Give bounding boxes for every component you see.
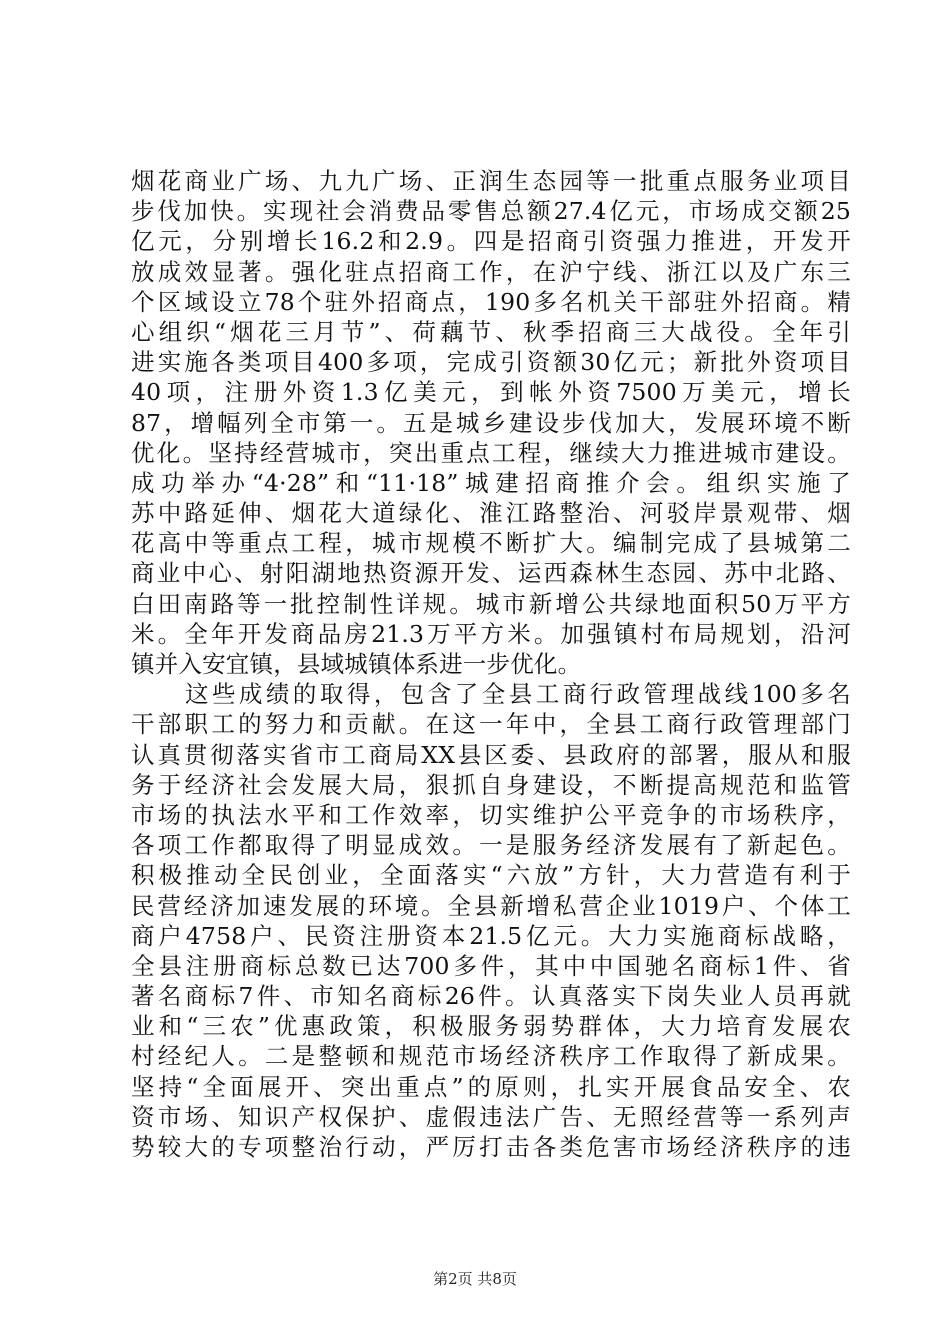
text-line: 市场的执法水平和工作效率，切实维护公平竞争的市场秩序， <box>131 800 851 829</box>
text-line-paragraph-end: 镇并入安宜镇，县域城镇体系进一步优化。 <box>131 650 582 678</box>
text-line: 商业中心、射阳湖地热资源开发、运西森林生态园、苏中北路、 <box>131 559 851 588</box>
text-line: 米。全年开发商品房21.3万平方米。加强镇村布局规划，沿河 <box>131 619 851 648</box>
text-line: 亿元，分别增长16.2和2.9。四是招商引资强力推进，开发开 <box>131 227 851 256</box>
text-line: 资市场、知识产权保护、虚假违法广告、无照经营等一系列声 <box>131 1102 851 1131</box>
text-line-paragraph-start: 这些成绩的取得，包含了全县工商行政管理战线100多名 <box>131 680 851 709</box>
text-line: 进实施各类项目400多项，完成引资额30亿元；新批外资项目 <box>131 348 851 377</box>
text-line: 心组织“烟花三月节”、荷藕节、秋季招商三大战役。全年引 <box>131 317 851 346</box>
text-line: 个区域设立78个驻外招商点，190多名机关干部驻外招商。精 <box>131 287 851 316</box>
text-line: 各项工作都取得了明显成效。一是服务经济发展有了新起色。 <box>131 831 851 860</box>
text-line: 势较大的专项整治行动，严厉打击各类危害市场经济秩序的违 <box>131 1133 851 1161</box>
text-line: 村经纪人。二是整顿和规范市场经济秩序工作取得了新成果。 <box>131 1042 851 1071</box>
text-line: 成功举办“4·28”和“11·18”城建招商推介会。组织实施了 <box>131 468 851 497</box>
text-line: 87，增幅列全市第一。五是城乡建设步伐加大，发展环境不断 <box>131 408 851 437</box>
text-line: 苏中路延伸、烟花大道绿化、淮江路整治、河驳岸景观带、烟 <box>131 499 851 528</box>
text-line: 商户4758户、民资注册资本21.5亿元。大力实施商标战略， <box>131 921 851 950</box>
text-line: 认真贯彻落实省市工商局XX县区委、县政府的部署，服从和服 <box>131 740 851 769</box>
text-line: 坚持“全面展开、突出重点”的原则，扎实开展食品安全、农 <box>131 1072 851 1101</box>
text-line: 花高中等重点工程，城市规模不断扩大。编制完成了县城第二 <box>131 529 851 558</box>
text-line: 步伐加快。实现社会消费品零售总额27.4亿元，市场成交额25 <box>131 197 851 226</box>
text-line: 优化。坚持经营城市，突出重点工程，继续大力推进城市建设。 <box>131 438 851 467</box>
text-line: 积极推动全民创业，全面落实“六放”方针，大力营造有利于 <box>131 861 851 890</box>
text-line: 放成效显著。强化驻点招商工作，在沪宁线、浙江以及广东三 <box>131 257 851 286</box>
text-line: 业和“三农”优惠政策，积极服务弱势群体，大力培育发展农 <box>131 1012 851 1041</box>
text-line: 烟花商业广场、九九广场、正润生态园等一批重点服务业项目 <box>131 167 851 195</box>
text-line: 著名商标7件、市知名商标26件。认真落实下岗失业人员再就 <box>131 982 851 1011</box>
document-body <box>131 166 851 1162</box>
page-number-footer: 第2页 共8页 <box>433 1270 517 1288</box>
text-line: 全县注册商标总数已达700多件，其中中国驰名商标1件、省 <box>131 951 851 980</box>
text-line: 民营经济加速发展的环境。全县新增私营企业1019户、个体工 <box>131 891 851 920</box>
text-line: 务于经济社会发展大局，狠抓自身建设，不断提高规范和监管 <box>131 770 851 799</box>
text-line: 40项，注册外资1.3亿美元，到帐外资7500万美元，增长 <box>131 378 851 407</box>
text-line: 白田南路等一批控制性详规。城市新增公共绿地面积50万平方 <box>131 589 851 618</box>
text-line: 干部职工的努力和贡献。在这一年中，全县工商行政管理部门 <box>131 710 851 739</box>
